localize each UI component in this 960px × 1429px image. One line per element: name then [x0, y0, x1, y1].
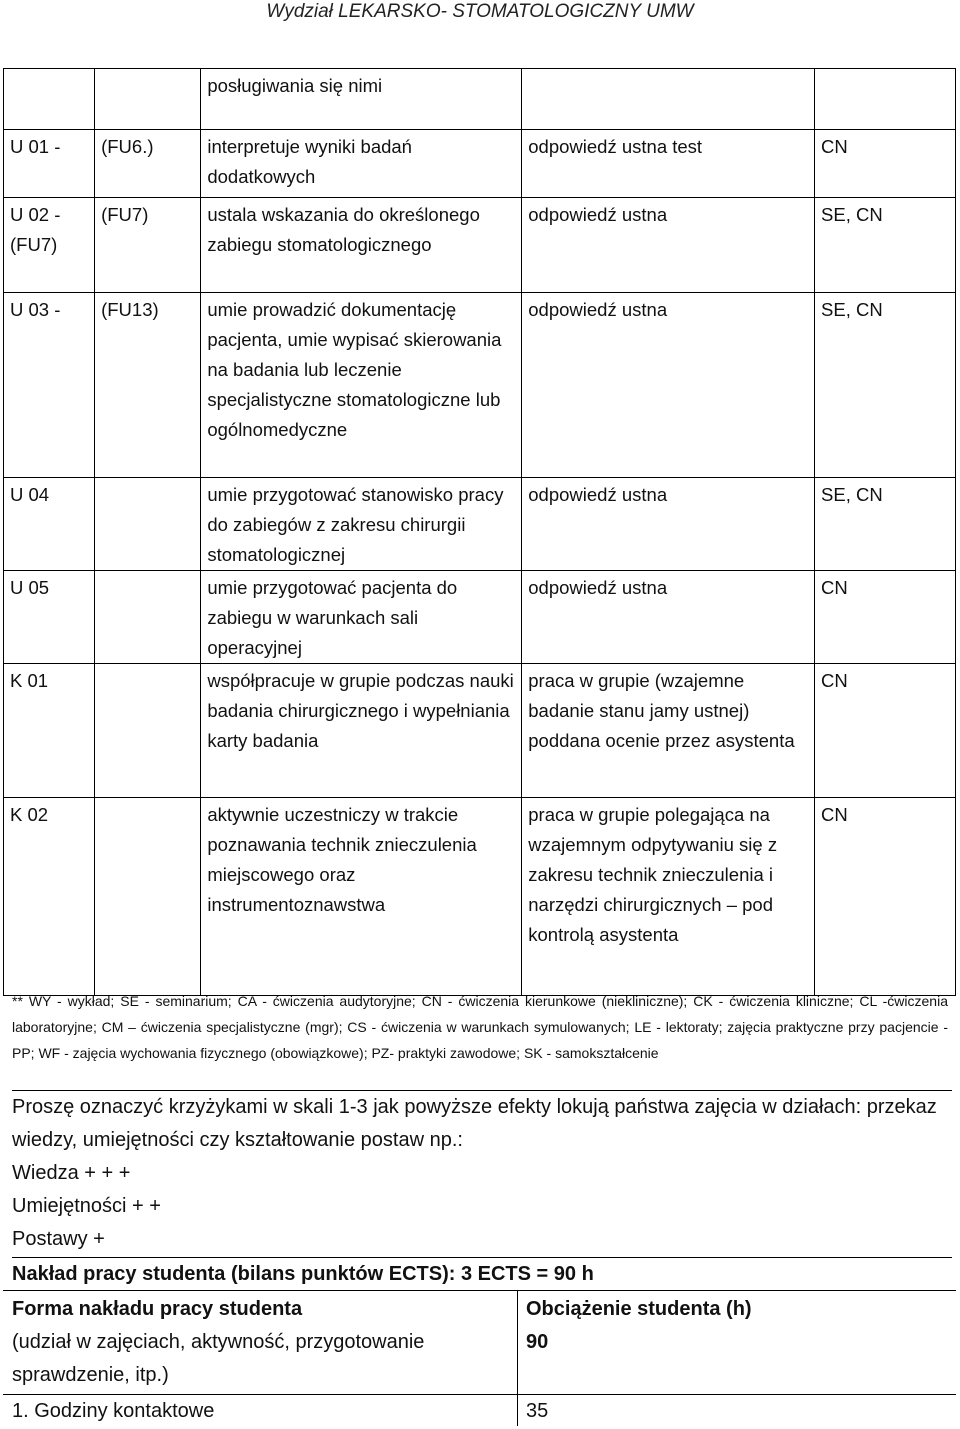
- outcome-code: U 01 -: [4, 130, 95, 198]
- verification-method: odpowiedź ustna test: [522, 130, 815, 198]
- verification-method: odpowiedź ustna: [522, 478, 815, 571]
- class-form: CN: [815, 664, 956, 798]
- load-total: 90: [526, 1331, 549, 1353]
- outcome-ref: (FU7): [95, 198, 201, 293]
- table-row: [4, 478, 956, 571]
- row-value: 35: [526, 1400, 549, 1422]
- row-label: 1. Godziny kontaktowe: [12, 1400, 215, 1422]
- verification-method: [522, 69, 815, 130]
- workload-form-column: [12, 1293, 512, 1392]
- verification-method: odpowiedź ustna: [522, 293, 815, 478]
- outcome-code: K 01: [4, 664, 95, 798]
- outcome-description: umie prowadzić dokumentację pacjenta, umie wypisać skierowania na badania lub leczenie specjalistyczne stomatologiczne lub ogólnomedyczne: [201, 293, 522, 478]
- class-form: SE, CN: [815, 293, 956, 478]
- outcome-ref: [95, 69, 201, 130]
- workload-summary: Nakład pracy studenta (bilans punktów ECTS): 3 ECTS = 90 h: [12, 1257, 952, 1291]
- table-row: [4, 798, 956, 996]
- outcome-description: umie przygotować pacjenta do zabiegu w warunkach sali operacyjnej: [201, 571, 522, 664]
- outcome-code: U 03 -: [4, 293, 95, 478]
- outcome-ref: (FU6.): [95, 130, 201, 198]
- outcome-description: aktywnie uczestniczy w trakcie poznawania technik znieczulenia miejscowego oraz instrumentoznawstwa: [201, 798, 522, 996]
- legend-abbreviations: ** WY - wykład; SE - seminarium; CA - ćwiczenia audytoryjne; CN - ćwiczenia kierunkowe (niekliniczne); CK - ćwiczenia kliniczne; CL -ćwiczenia laboratoryjne; CM – ćwiczenia specjalistyczne (mgr); CS - ćwiczenia w warunkach symulowanych; LE - lektoraty; zajęcia praktyczne przy pacjencie - PP; WF - zajęcia wychowania fizycznego (obowiązkowe); PZ- praktyki zawodowe; SK - samokształcenie: [12, 993, 948, 1061]
- outcome-code: K 02: [4, 798, 95, 996]
- scale-postawy: Postawy +: [12, 1228, 105, 1250]
- table-row: [4, 293, 956, 478]
- page-header: Wydział LEKARSKO- STOMATOLOGICZNY UMW: [266, 1, 694, 22]
- load-header: Obciążenie studenta (h): [526, 1298, 752, 1320]
- verification-method: praca w grupie (wzajemne badanie stanu jamy ustnej) poddana ocenie przez asystenta: [522, 664, 815, 798]
- workload-table: [3, 1290, 956, 1426]
- table-row: [4, 130, 956, 198]
- verification-method: odpowiedź ustna: [522, 571, 815, 664]
- form-subheader: (udział w zajęciach, aktywność, przygotowanie sprawdzenie, itp.): [12, 1331, 425, 1386]
- outcome-code: U 04: [4, 478, 95, 571]
- outcome-ref: (FU13): [95, 293, 201, 478]
- workload-load-column: [526, 1293, 926, 1359]
- table-row: [4, 69, 956, 130]
- verification-method: odpowiedź ustna: [522, 198, 815, 293]
- class-form: SE, CN: [815, 478, 956, 571]
- class-form: [815, 69, 956, 130]
- class-form: CN: [815, 130, 956, 198]
- form-header: Forma nakładu pracy studenta: [12, 1298, 303, 1320]
- outcome-ref: [95, 478, 201, 571]
- outcome-ref: [95, 571, 201, 664]
- outcome-description: ustala wskazania do określonego zabiegu stomatologicznego: [201, 198, 522, 293]
- outcome-description: umie przygotować stanowisko pracy do zabiegów z zakresu chirurgii stomatologicznej: [201, 478, 522, 571]
- scale-umiejetnosci: Umiejętności + +: [12, 1195, 161, 1217]
- scale-wiedza: Wiedza + + +: [12, 1162, 131, 1184]
- learning-outcomes-table: [3, 68, 956, 996]
- outcome-description: interpretuje wyniki badań dodatkowych: [201, 130, 522, 198]
- outcome-description: współpracuje w grupie podczas nauki badania chirurgicznego i wypełniania karty badania: [201, 664, 522, 798]
- outcome-code: U 02 - (FU7): [4, 198, 95, 293]
- table-row: [3, 1394, 956, 1427]
- outcome-code: U 05: [4, 571, 95, 664]
- outcome-description: posługiwania się nimi: [201, 69, 522, 130]
- class-form: CN: [815, 571, 956, 664]
- outcome-ref: [95, 798, 201, 996]
- instructions-text: Proszę oznaczyć krzyżykami w skali 1-3 jak powyższe efekty lokują państwa zajęcia w działach: przekaz wiedzy, umiejętności czy kształtowanie postaw np.:: [12, 1090, 952, 1157]
- table-row: [4, 198, 956, 293]
- table-row: [4, 664, 956, 798]
- outcome-ref: [95, 664, 201, 798]
- outcome-code: [4, 69, 95, 130]
- class-form: SE, CN: [815, 198, 956, 293]
- table-row: [4, 571, 956, 664]
- verification-method: praca w grupie polegająca na wzajemnym odpytywaniu się z zakresu technik znieczulenia i narzędzi chirurgicznych – pod kontrolą asystenta: [522, 798, 815, 996]
- class-form: CN: [815, 798, 956, 996]
